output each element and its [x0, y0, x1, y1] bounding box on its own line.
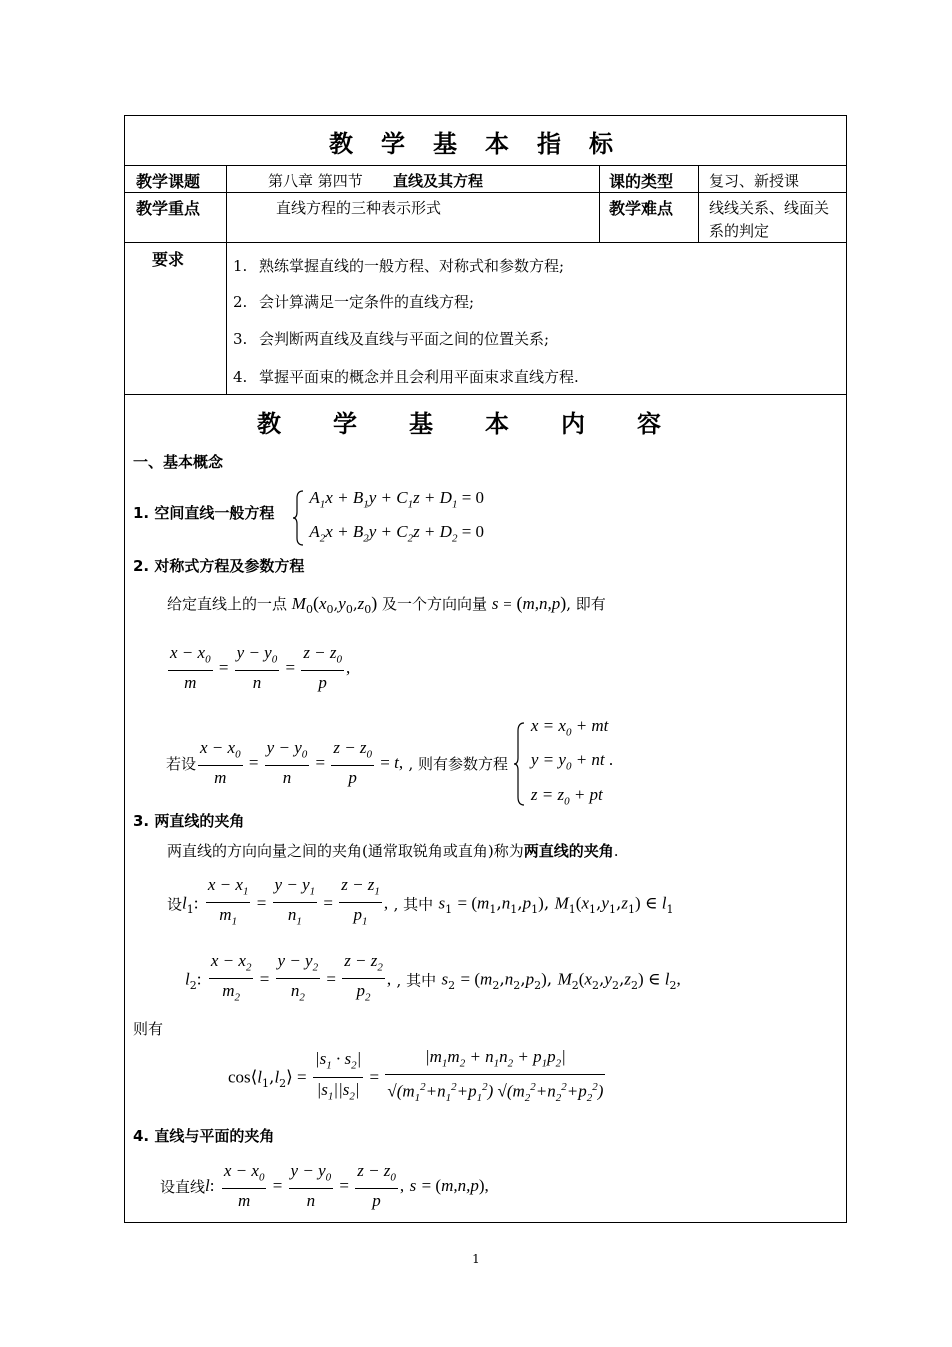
- item4-heading: 4. 直线与平面的夹角: [133, 1127, 275, 1145]
- difficulty-line-1: 线线关系、线面关: [709, 199, 830, 217]
- focus-value: 直线方程的三种表示形式: [276, 199, 442, 217]
- angle-cosine-formula: $\cos⟨l_1,l_2⟩$ = $\frac{|s_1 \cdot s_2|}{|s_1||s_2|}$ = $\frac{|m_1m_2 + n_1n_2 + p_1p_2|}{√(m_1^2+n_1^2+p_1^2) √(m_2^2+n_2^2+p_2^2)}$: [228, 1047, 604, 1105]
- lesson-type-value: 复习、新授课: [709, 172, 800, 190]
- difficulty-line-2: 系的判定: [709, 222, 770, 240]
- topic-label: 教学课题: [136, 172, 201, 191]
- general-equation-system: $A_1x + B_1y + C_1z + D_1 = 0$ $A_2x + B_2y + C_2z + D_2 = 0$: [292, 484, 484, 553]
- requirement-item: 2. 会计算满足一定条件的直线方程;: [233, 293, 475, 311]
- topic-name: 直线及其方程: [393, 172, 484, 190]
- requirement-item: 1. 熟练掌握直线的一般方程、对称式和参数方程;: [233, 257, 565, 275]
- requirement-item: 4. 掌握平面束的概念并且会利用平面束求直线方程.: [233, 368, 579, 386]
- lesson-type-label: 课的类型: [609, 172, 674, 191]
- symmetric-equation: $\frac{x - x_0}{m}$ = $\frac{y - y_0}{n}$ = $\frac{z - z_0}{p}$ ,: [170, 643, 351, 693]
- requirement-item: 3. 会判断两直线及直线与平面之间的位置关系;: [233, 330, 550, 348]
- difficulty-label: 教学难点: [609, 199, 674, 218]
- item2-text: 给定直线上的一点 $M_0(x_0,y_0,z_0)$ 及一个方向向量 s = (m,n,p), 即有: [167, 593, 606, 616]
- focus-label: 教学重点: [136, 199, 201, 218]
- item3-heading: 3. 两直线的夹角: [133, 812, 245, 830]
- indicators-title: 教学基本指标: [329, 129, 641, 158]
- line-l2-equation: $l_2$: $\frac{x - x_2}{m_2}$ = $\frac{y - y_2}{n_2}$ = $\frac{z - z_2}{p_2}$ , , 其中 $s_2 = (m_2,n_2,p_2)$, $M_2(x_2,y_2,z_2)$ ∈ $l_2$,: [185, 951, 681, 1004]
- then-text: 则有: [133, 1020, 164, 1038]
- page-number: 1: [472, 1252, 480, 1266]
- topic-chapter: 第八章 第四节: [268, 172, 363, 190]
- content-title: 教学基本内容: [257, 409, 713, 438]
- requirements-label: 要求: [152, 250, 185, 269]
- section-basic-concepts: 一、基本概念: [133, 453, 224, 471]
- item3-text: 两直线的方向向量之间的夹角(通常取锐角或直角)称为两直线的夹角.: [167, 842, 619, 860]
- line-l1-equation: 设$l_1$: $\frac{x - x_1}{m_1}$ = $\frac{y - y_1}{n_1}$ = $\frac{z - z_1}{p_1}$ , , 其中 $s_1 = (m_1,n_1,p_1)$, $M_1(x_1,y_1,z_1)$ ∈ $l_1$: [167, 875, 674, 928]
- item2-heading: 2. 对称式方程及参数方程: [133, 557, 305, 575]
- parametric-equation: 若设 $\frac{x - x_0}{m}$ = $\frac{y - y_0}{n}$ = $\frac{z - z_0}{p}$ = t, , 则有参数方程 $x = x_0$ + mt $y = y_0$ + nt . $z = z_0$ + pt: [166, 716, 614, 808]
- item1-heading: 1. 空间直线一般方程: [133, 504, 275, 522]
- line-l-equation: 设直线l: $\frac{x - x_0}{m}$ = $\frac{y - y_0}{n}$ = $\frac{z - z_0}{p}$ , s = (m,n,p),: [160, 1161, 489, 1211]
